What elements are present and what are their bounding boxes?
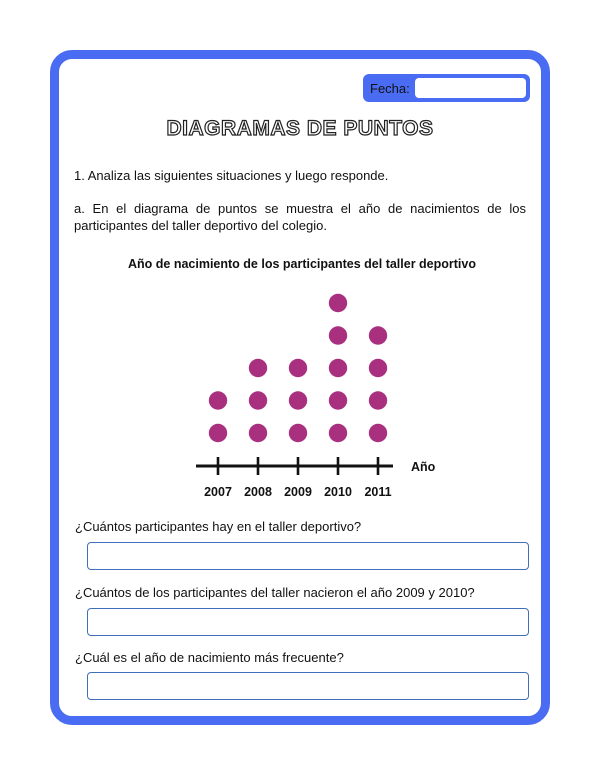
tick-label-2010: 2010 (324, 485, 352, 499)
dot-2009-3 (289, 359, 307, 377)
dot-2007-2 (209, 391, 227, 409)
page-title: DIAGRAMAS DE PUNTOS (166, 117, 434, 140)
dot-2010-1 (329, 424, 347, 442)
tick-label-2008: 2008 (244, 485, 272, 499)
question-2-text: ¿Cuántos de los participantes del taller nacieron el año 2009 y 2010? (75, 585, 475, 600)
dot-2010-4 (329, 326, 347, 344)
answer-3-input[interactable] (87, 672, 529, 700)
answer-1-input[interactable] (87, 542, 529, 570)
x-axis-label: Año (411, 460, 436, 474)
chart-title: Año de nacimiento de los participantes del taller deportivo (128, 257, 476, 271)
dot-2008-1 (249, 424, 267, 442)
question-1-text: ¿Cuántos participantes hay en el taller deportivo? (75, 519, 362, 534)
dot-2011-3 (369, 359, 387, 377)
tick-label-2011: 2011 (364, 485, 392, 499)
dot-2011-4 (369, 326, 387, 344)
dot-2008-2 (249, 391, 267, 409)
tick-label-2007: 2007 (204, 485, 232, 499)
dot-2011-1 (369, 424, 387, 442)
answer-2-input[interactable] (87, 608, 529, 636)
dot-2007-1 (209, 424, 227, 442)
dot-2009-2 (289, 391, 307, 409)
situation-paragraph: a. En el diagrama de puntos se muestra el año de nacimientos de los participantes del taller deportivo del colegio. (74, 201, 526, 233)
question-3-text: ¿Cuál es el año de nacimiento más frecuente? (75, 650, 344, 665)
instruction-text: 1. Analiza las siguientes situaciones y luego responde. (74, 168, 389, 183)
dot-2010-2 (329, 391, 347, 409)
dot-2011-2 (369, 391, 387, 409)
tick-label-2009: 2009 (284, 485, 312, 499)
dot-2009-1 (289, 424, 307, 442)
dot-2010-5 (329, 294, 347, 312)
dot-2010-3 (329, 359, 347, 377)
dot-2008-3 (249, 359, 267, 377)
date-label: Fecha: (370, 80, 410, 96)
